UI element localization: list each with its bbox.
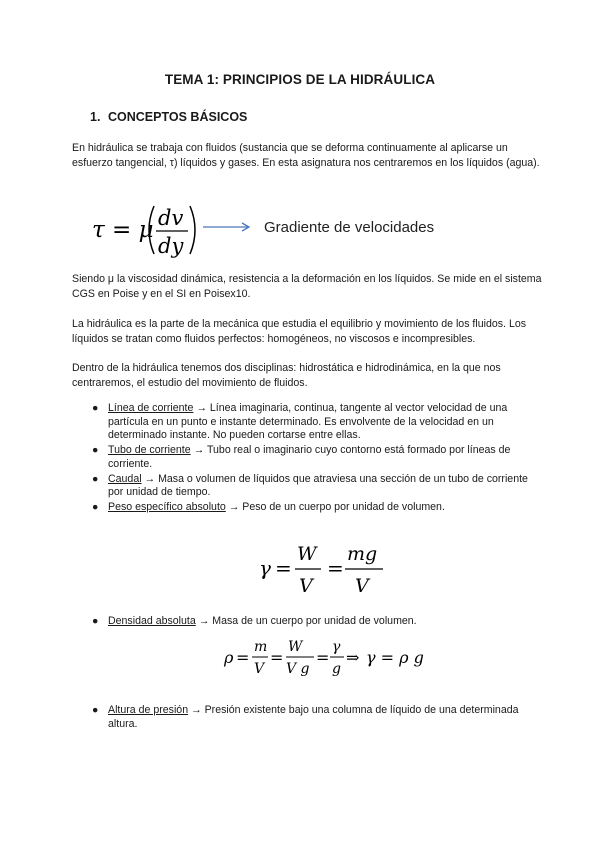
term: Línea de corriente	[108, 402, 194, 414]
formula2-f2-denominator: V	[355, 575, 369, 597]
arrow-icon: →	[196, 402, 207, 414]
bullet: ●	[92, 615, 99, 627]
formula3-rho: ρ	[224, 648, 234, 667]
formula3-b-denominator: V g	[286, 661, 310, 677]
section-label: CONCEPTOS BÁSICOS	[108, 110, 248, 124]
formula3-b-numerator: W	[288, 639, 303, 655]
definition: Tubo real o imaginario cuyo contorno está formado por líneas de corriente.	[108, 444, 511, 470]
paren-right	[190, 206, 195, 254]
pressure-list	[92, 703, 542, 731]
equals-sign: =	[270, 648, 284, 667]
implies-icon: ⇒	[346, 648, 360, 667]
formula3-c-numerator: γ	[332, 639, 341, 655]
arrow-icon: →	[198, 615, 210, 627]
page-title: TEMA 1: PRINCIPIOS DE LA HIDRÁULICA	[164, 72, 436, 87]
formula-numerator: dv	[158, 206, 184, 230]
paragraph-viscosity: Siendo μ la viscosidad dinámica, resistencia a la deformación en los líquidos. Se mide en el sistema CGS en Poise y en el SI en Poisex10.	[72, 273, 542, 300]
formula-label: Gradiente de velocidades	[264, 219, 435, 236]
formula-lhs: τ = μ	[92, 217, 154, 243]
section-number: 1.	[90, 110, 101, 124]
equals-sign: =	[327, 556, 344, 580]
density-list	[92, 614, 542, 628]
formula2-f1-denominator: V	[299, 575, 313, 597]
paragraph-intro: En hidráulica se trabaja con fluidos (sustancia que se deforma continuamente al aplicarse un esfuerzo tangencial, τ) líquidos y gases. En esta asignatura nos centraremos en los líquidos (agua).	[72, 142, 540, 169]
definition: Masa o volumen de líquidos que atraviesa una sección de un tubo de corriente por unidad de tiempo.	[108, 472, 528, 498]
definitions-list	[92, 402, 542, 516]
paragraph-disciplines: Dentro de la hidráulica tenemos dos disciplinas: hidrostática e hidrodinámica, en la que nos centraremos, el estudio del movimiento de fluidos.	[72, 362, 501, 389]
term: Tubo de corriente	[108, 444, 191, 456]
viscosity-formula	[92, 202, 462, 258]
list-item	[92, 703, 542, 731]
formula3-c-denominator: g	[332, 661, 341, 677]
formula-denominator: dy	[158, 234, 184, 258]
arrow-icon: →	[193, 444, 205, 456]
list-item	[92, 402, 542, 443]
list-item	[92, 473, 542, 500]
formula2-f1-numerator: W	[297, 543, 317, 565]
bullet: ●	[92, 444, 99, 456]
list-item	[92, 444, 542, 471]
term: Densidad absoluta	[108, 615, 196, 627]
arrow-icon: →	[191, 704, 202, 716]
arrow-icon: →	[144, 472, 156, 485]
section-heading	[90, 110, 247, 124]
arrow-icon: →	[228, 501, 240, 513]
bullet: ●	[92, 704, 99, 716]
definition: Masa de un cuerpo por unidad de volumen.	[212, 615, 417, 627]
bullet: ●	[92, 472, 99, 485]
formula3-result: γ = ρ g	[366, 648, 424, 667]
equals-sign: =	[316, 648, 330, 667]
term: Altura de presión	[108, 704, 189, 716]
definition: Presión existente bajo una columna de líquido de una determinada altura.	[108, 704, 519, 730]
viscosity-formula-graphic	[92, 202, 462, 258]
term: Peso específico absoluto	[108, 501, 226, 513]
formula3-a-denominator: V	[254, 661, 265, 677]
equals-sign: =	[236, 648, 250, 667]
list-item	[92, 614, 542, 628]
formula2-f2-numerator: mg	[347, 543, 378, 565]
definition: Línea imaginaria, continua, tangente al vector velocidad de una partícula en un punto e instante determinado. Es envolvente de la velocidad en un determinado instante. No pueden cortarse entre ellas.	[108, 402, 508, 441]
equals-sign: =	[275, 556, 292, 580]
formula2-lhs: γ	[259, 556, 271, 580]
bullet: ●	[92, 501, 99, 513]
definition: Peso de un cuerpo por unidad de volumen.	[242, 501, 445, 513]
specific-weight-formula	[255, 538, 395, 600]
paragraph-hydraulics: La hidráulica es la parte de la mecánica que estudia el equilibrio y movimiento de los fluidos. Los líquidos se tratan como fluidos perfectos: homogéneos, no viscosos e incompresibles.	[72, 318, 527, 345]
list-item	[92, 501, 542, 515]
term: Caudal	[108, 472, 142, 485]
density-formula	[222, 632, 432, 682]
formula3-a-numerator: m	[254, 639, 268, 655]
bullet: ●	[92, 402, 99, 414]
